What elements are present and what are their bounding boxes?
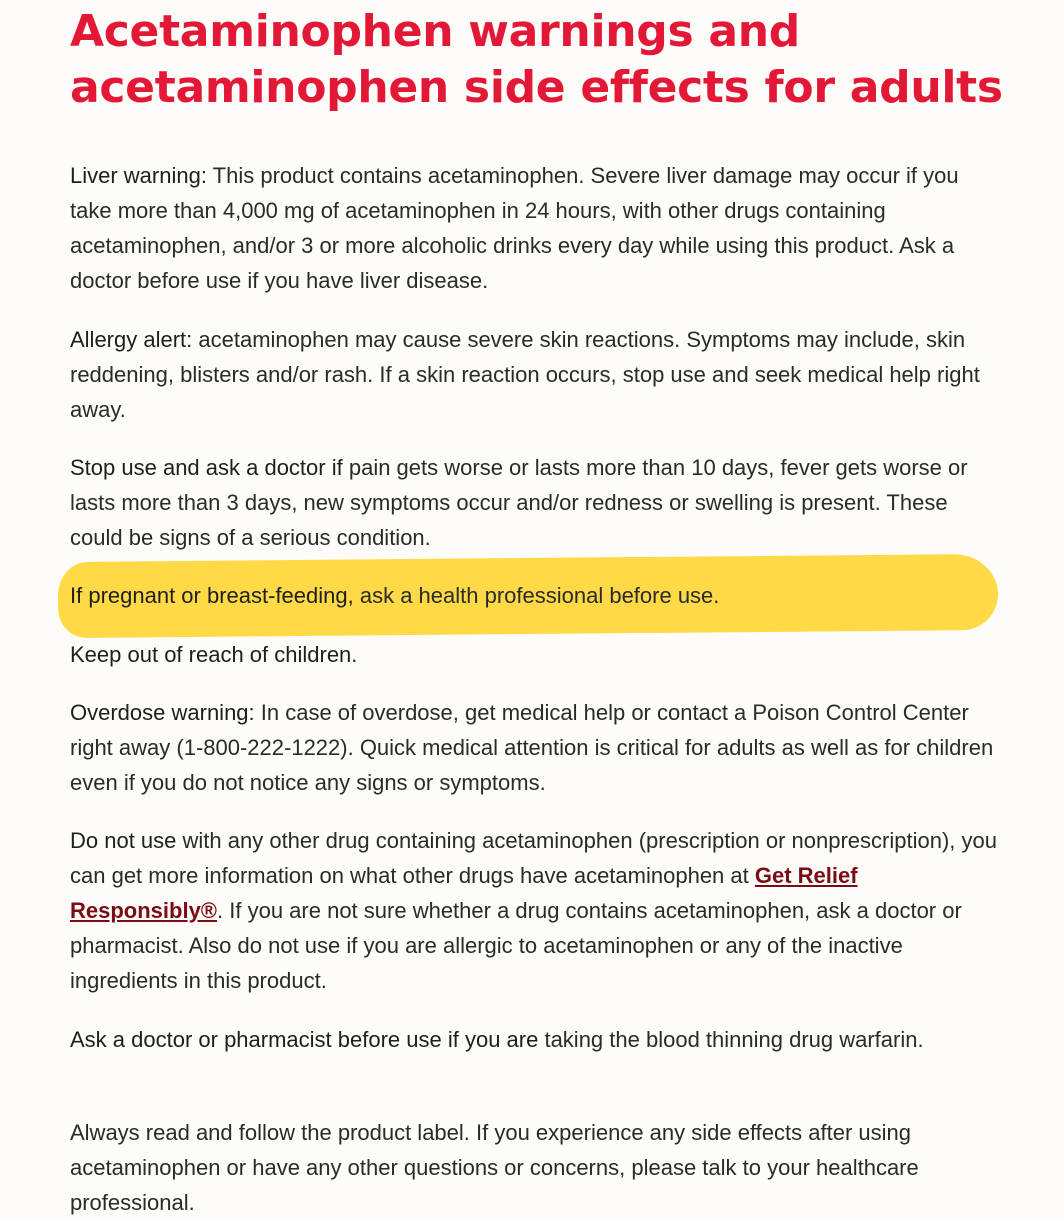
overdose-paragraph xyxy=(70,695,1000,800)
children-label: Keep out of reach of children. xyxy=(70,642,358,667)
liver-warning-text: This product contains acetaminophen. Severe liver damage may occur if you take more than 4,000 mg of acetaminophen in 24 hours, with other drugs containing acetaminophen, and/or 3 or more alcoholic drinks every day while using this product. Ask a doctor before use if you have liver disease. xyxy=(70,163,959,293)
do-not-use-paragraph xyxy=(70,823,1000,998)
do-not-use-label: Do not use xyxy=(70,828,177,853)
pregnancy-label: If pregnant or breast-feeding, xyxy=(70,583,354,608)
children-paragraph xyxy=(70,637,1000,672)
ask-doctor-text: taking the blood thinning drug warfarin. xyxy=(538,1027,924,1052)
pregnancy-text: ask a health professional before use. xyxy=(353,583,720,608)
liver-warning-label: Liver warning: xyxy=(70,163,207,188)
stop-use-text: pain gets worse or lasts more than 10 days, fever gets worse or lasts more than 3 days, new symptoms occur and/or redness or swelling is present. These could be signs of a serious condition. xyxy=(70,455,968,550)
stop-use-paragraph xyxy=(70,450,1000,555)
get-relief-responsibly-link[interactable]: Get Relief Responsibly® xyxy=(70,863,858,923)
stop-use-label: Stop use and ask a doctor if xyxy=(70,455,343,480)
pregnancy-paragraph xyxy=(70,578,1000,613)
allergy-alert-paragraph xyxy=(70,322,1000,427)
always-read-paragraph: Always read and follow the product label. If you experience any side effects after using acetaminophen or have any other questions or concerns, please talk to your healthcare professional. xyxy=(70,1120,919,1215)
page-title: Acetaminophen warnings and acetaminophen side effects for adults xyxy=(70,6,1003,113)
do-not-use-text-after: . If you are not sure whether a drug contains acetaminophen, ask a doctor or pharmacist. Also do not use if you are allergic to acetaminophen or any of the inactive ingredients in this product. xyxy=(70,898,962,993)
ask-doctor-paragraph xyxy=(70,1022,1000,1057)
allergy-alert-text: acetaminophen may cause severe skin reactions. Symptoms may include, skin reddening, blisters and/or rash. If a skin reaction occurs, stop use and seek medical help right away. xyxy=(70,327,980,422)
do-not-use-text-before: with any other drug containing acetaminophen (prescription or nonprescription), you can get more information on what other drugs have acetaminophen at xyxy=(70,828,997,888)
ask-doctor-label: Ask a doctor or pharmacist before use if you are xyxy=(70,1027,539,1052)
overdose-label: Overdose warning: xyxy=(70,700,255,725)
overdose-text: In case of overdose, get medical help or contact a Poison Control Center right away (1-800-222-1222). Quick medical attention is critical for adults as well as for children even if you do not notice any signs or symptoms. xyxy=(70,700,994,795)
allergy-alert-label: Allergy alert: xyxy=(70,327,193,352)
liver-warning-paragraph xyxy=(70,158,1000,298)
